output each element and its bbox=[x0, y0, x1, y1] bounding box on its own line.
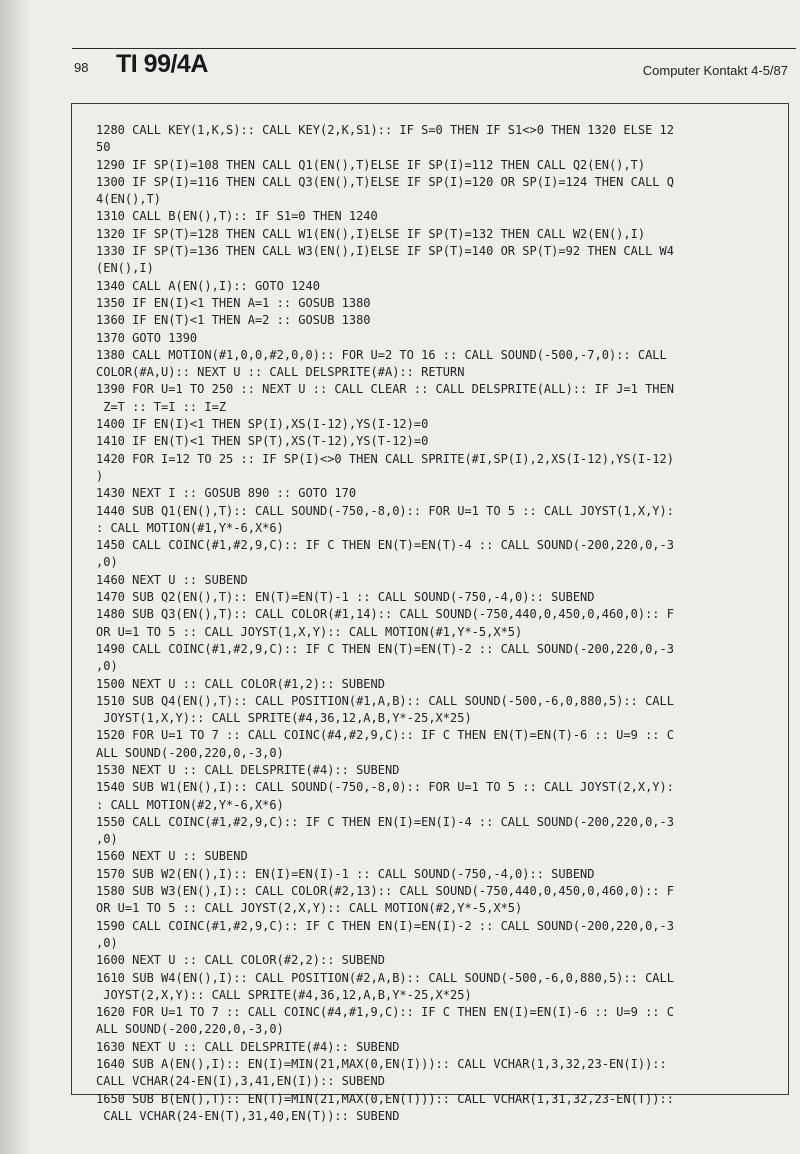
code-line: 1380 CALL MOTION(#1,0,0,#2,0,0):: FOR U=2 TO 16 :: CALL SOUND(-500,-7,0):: CALL bbox=[96, 347, 667, 362]
code-line: 1490 CALL COINC(#1,#2,9,C):: IF C THEN EN(T)=EN(T)-2 :: CALL SOUND(-200,220,0,-3 bbox=[96, 641, 674, 656]
code-line: 1320 IF SP(T)=128 THEN CALL W1(EN(),I)ELSE IF SP(T)=132 THEN CALL W2(EN(),I) bbox=[96, 226, 646, 241]
code-line: OR U=1 TO 5 :: CALL JOYST(1,X,Y):: CALL MOTION(#1,Y*-5,X*5) bbox=[96, 624, 523, 639]
code-line: 1440 SUB Q1(EN(),T):: CALL SOUND(-750,-8,0):: FOR U=1 TO 5 :: CALL JOYST(1,X,Y): bbox=[96, 503, 674, 518]
code-line: 1560 NEXT U :: SUBEND bbox=[96, 849, 248, 864]
code-line: 1570 SUB W2(EN(),I):: EN(I)=EN(I)-1 :: CALL SOUND(-750,-4,0):: SUBEND bbox=[96, 866, 595, 881]
code-line: 1480 SUB Q3(EN(),T):: CALL COLOR(#1,14):: CALL SOUND(-750,440,0,450,0,460,0):: F bbox=[96, 607, 674, 622]
code-line: 1610 SUB W4(EN(),I):: CALL POSITION(#2,A,B):: CALL SOUND(-500,-6,0,880,5):: CALL bbox=[96, 970, 674, 985]
code-line: CALL VCHAR(24-EN(T),31,40,EN(T)):: SUBEND bbox=[96, 1108, 400, 1123]
magazine-issue: Computer Kontakt 4-5/87 bbox=[642, 63, 788, 78]
code-line: ,0) bbox=[96, 659, 118, 674]
code-line: 1620 FOR U=1 TO 7 :: CALL COINC(#4,#1,9,C):: IF C THEN EN(I)=EN(I)-6 :: U=9 :: C bbox=[96, 1005, 674, 1020]
code-line: 1450 CALL COINC(#1,#2,9,C):: IF C THEN EN(T)=EN(T)-4 :: CALL SOUND(-200,220,0,-3 bbox=[96, 538, 674, 553]
code-line: 1520 FOR U=1 TO 7 :: CALL COINC(#4,#2,9,C):: IF C THEN EN(T)=EN(T)-6 :: U=9 :: C bbox=[96, 728, 674, 743]
code-line: : CALL MOTION(#1,Y*-6,X*6) bbox=[96, 520, 284, 535]
code-line: ,0) bbox=[96, 935, 118, 950]
code-line: 1420 FOR I=12 TO 25 :: IF SP(I)<>0 THEN CALL SPRITE(#I,SP(I),2,XS(I-12),YS(I-12) bbox=[96, 451, 674, 466]
code-line: ALL SOUND(-200,220,0,-3,0) bbox=[96, 745, 284, 760]
code-line: 1300 IF SP(I)=116 THEN CALL Q3(EN(),T)ELSE IF SP(I)=120 OR SP(I)=124 THEN CALL Q bbox=[96, 174, 674, 189]
code-line: 1630 NEXT U :: CALL DELSPRITE(#4):: SUBEND bbox=[96, 1039, 400, 1054]
page-edge-shadow bbox=[0, 0, 30, 1154]
code-line: ,0) bbox=[96, 832, 118, 847]
code-line: ) bbox=[96, 468, 104, 483]
code-line: 1600 NEXT U :: CALL COLOR(#2,2):: SUBEND bbox=[96, 953, 385, 968]
code-line: 1370 GOTO 1390 bbox=[96, 330, 198, 345]
code-line: JOYST(1,X,Y):: CALL SPRITE(#4,36,12,A,B,Y*-25,X*25) bbox=[96, 711, 472, 726]
code-line: 4(EN(),T) bbox=[96, 192, 162, 207]
code-line: 1350 IF EN(I)<1 THEN A=1 :: GOSUB 1380 bbox=[96, 295, 371, 310]
code-line: 1360 IF EN(T)<1 THEN A=2 :: GOSUB 1380 bbox=[96, 313, 371, 328]
section-title: TI 99/4A bbox=[116, 50, 208, 78]
header-rule bbox=[72, 48, 796, 49]
code-line: 1310 CALL B(EN(),T):: IF S1=0 THEN 1240 bbox=[96, 209, 378, 224]
code-line: JOYST(2,X,Y):: CALL SPRITE(#4,36,12,A,B,Y*-25,X*25) bbox=[96, 987, 472, 1002]
code-line: CALL VCHAR(24-EN(I),3,41,EN(I)):: SUBEND bbox=[96, 1074, 385, 1089]
code-line: 1530 NEXT U :: CALL DELSPRITE(#4):: SUBEND bbox=[96, 762, 400, 777]
code-line: 1650 SUB B(EN(),T):: EN(T)=MIN(21,MAX(0,EN(T))):: CALL VCHAR(1,31,32,23-EN(T)):: bbox=[96, 1091, 674, 1106]
code-line: (EN(),I) bbox=[96, 261, 154, 276]
program-listing bbox=[96, 122, 776, 1125]
code-line: : CALL MOTION(#2,Y*-6,X*6) bbox=[96, 797, 284, 812]
program-listing-box bbox=[71, 103, 789, 1123]
code-line: ,0) bbox=[96, 555, 118, 570]
code-line: 1640 SUB A(EN(),I):: EN(I)=MIN(21,MAX(0,EN(I))):: CALL VCHAR(1,3,32,23-EN(I)):: bbox=[96, 1057, 667, 1072]
code-line: OR U=1 TO 5 :: CALL JOYST(2,X,Y):: CALL MOTION(#2,Y*-5,X*5) bbox=[96, 901, 523, 916]
code-line: Z=T :: T=I :: I=Z bbox=[96, 399, 227, 414]
code-line: 1540 SUB W1(EN(),I):: CALL SOUND(-750,-8,0):: FOR U=1 TO 5 :: CALL JOYST(2,X,Y): bbox=[96, 780, 674, 795]
code-line: 1330 IF SP(T)=136 THEN CALL W3(EN(),I)ELSE IF SP(T)=140 OR SP(T)=92 THEN CALL W4 bbox=[96, 244, 674, 259]
page-number: 98 bbox=[74, 60, 89, 75]
code-line: 50 bbox=[96, 140, 111, 155]
code-line: 1590 CALL COINC(#1,#2,9,C):: IF C THEN EN(I)=EN(I)-2 :: CALL SOUND(-200,220,0,-3 bbox=[96, 918, 674, 933]
code-line: 1550 CALL COINC(#1,#2,9,C):: IF C THEN EN(I)=EN(I)-4 :: CALL SOUND(-200,220,0,-3 bbox=[96, 814, 674, 829]
code-line: COLOR(#A,U):: NEXT U :: CALL DELSPRITE(#A):: RETURN bbox=[96, 365, 465, 380]
code-line: 1290 IF SP(I)=108 THEN CALL Q1(EN(),T)ELSE IF SP(I)=112 THEN CALL Q2(EN(),T) bbox=[96, 157, 646, 172]
code-line: 1400 IF EN(I)<1 THEN SP(I),XS(I-12),YS(I-12)=0 bbox=[96, 417, 429, 432]
code-line: 1580 SUB W3(EN(),I):: CALL COLOR(#2,13):: CALL SOUND(-750,440,0,450,0,460,0):: F bbox=[96, 884, 674, 899]
code-line: 1410 IF EN(T)<1 THEN SP(T),XS(T-12),YS(T-12)=0 bbox=[96, 434, 429, 449]
code-line: 1280 CALL KEY(1,K,S):: CALL KEY(2,K,S1):: IF S=0 THEN IF S1<>0 THEN 1320 ELSE 12 bbox=[96, 123, 674, 137]
code-line: 1470 SUB Q2(EN(),T):: EN(T)=EN(T)-1 :: CALL SOUND(-750,-4,0):: SUBEND bbox=[96, 590, 595, 605]
code-line: 1340 CALL A(EN(),I):: GOTO 1240 bbox=[96, 278, 320, 293]
code-line: 1390 FOR U=1 TO 250 :: NEXT U :: CALL CLEAR :: CALL DELSPRITE(ALL):: IF J=1 THEN bbox=[96, 382, 674, 397]
code-line: 1430 NEXT I :: GOSUB 890 :: GOTO 170 bbox=[96, 486, 357, 501]
code-line: 1510 SUB Q4(EN(),T):: CALL POSITION(#1,A,B):: CALL SOUND(-500,-6,0,880,5):: CALL bbox=[96, 693, 674, 708]
code-line: 1500 NEXT U :: CALL COLOR(#1,2):: SUBEND bbox=[96, 676, 385, 691]
code-line: 1460 NEXT U :: SUBEND bbox=[96, 572, 248, 587]
code-line: ALL SOUND(-200,220,0,-3,0) bbox=[96, 1022, 284, 1037]
